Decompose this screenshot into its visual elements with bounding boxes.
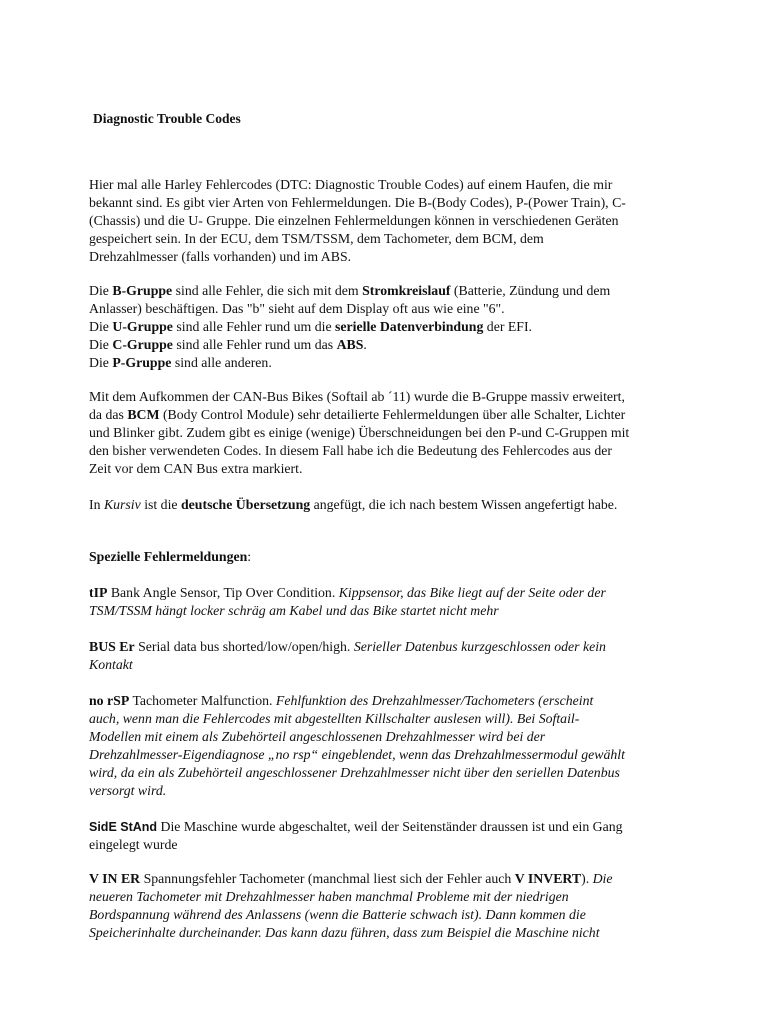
c-group-name: C-Gruppe bbox=[112, 337, 173, 352]
p-group-name: P-Gruppe bbox=[112, 355, 172, 370]
u-group-name: U-Gruppe bbox=[112, 319, 173, 334]
intro-line: bekannt sind. Es gibt vier Arten von Fehlermeldungen. Die B-(Body Codes), P-(Power Train), C- bbox=[89, 195, 626, 210]
code-label: V IN ER bbox=[89, 871, 141, 886]
kursiv-term: Kursiv bbox=[103, 497, 141, 512]
code-entry-bus-er: BUS Er Serial data bus shorted/low/open/high. Serieller Datenbus kurzgeschlossen oder kein Kontakt bbox=[89, 639, 606, 672]
canbus-paragraph bbox=[89, 388, 679, 478]
intro-line: (Chassis) und die U- Gruppe. Die einzelnen Fehlermeldungen können in verschiedenen Geräten bbox=[89, 213, 619, 228]
intro-paragraph bbox=[89, 176, 679, 266]
u-group-line: Die U-Gruppe sind alle Fehler rund um die serielle Datenverbindung der EFI. bbox=[89, 319, 533, 334]
canbus-line: Zeit vor dem CAN Bus extra markiert. bbox=[89, 461, 303, 476]
code-label: SidE StAnd bbox=[89, 820, 158, 834]
canbus-line: da das BCM (Body Control Module) sehr detailierte Fehlermeldungen über alle Schalter, Lichter bbox=[89, 407, 626, 422]
code-entry-v-in-er: V IN ER Spannungsfehler Tachometer (manchmal liest sich der Fehler auch V INVERT). Die neueren Tachometer mit Drehzahlmesser haben manchmal Probleme mit der niedrigen Bordspannung während des Anlassens (wenn die Batterie schwach ist). Dann kommen die Speicherinhalte durcheinander. Das kann dazu führen, dass zum Beispiel die Maschine nicht bbox=[89, 871, 613, 940]
canbus-line: Mit dem Aufkommen der CAN-Bus Bikes (Softail ab ´11) wurde die B-Gruppe massiv erweitert, bbox=[89, 389, 625, 404]
abs-term: ABS bbox=[336, 337, 364, 352]
special-heading: Spezielle Fehlermeldungen: bbox=[89, 549, 252, 564]
v-invert-term: V INVERT bbox=[514, 871, 582, 886]
code-entry-tip: tIP Bank Angle Sensor, Tip Over Condition. Kippsensor, das Bike liegt auf der Seite oder der TSM/TSSM hängt locker schräg am Kabel und das Bike startet nicht mehr bbox=[89, 585, 606, 618]
groups-paragraph bbox=[89, 282, 679, 372]
b-group-line: Die B-Gruppe sind alle Fehler, die sich mit dem Stromkreislauf (Batterie, Zündung und dem bbox=[89, 283, 611, 298]
code-label: no rSP bbox=[89, 693, 130, 708]
code-entry-side-stand: SidE StAnd Die Maschine wurde abgeschaltet, weil der Seitenständer draussen ist und ein Gang eingelegt wurde bbox=[89, 819, 623, 852]
code-label: tIP bbox=[89, 585, 108, 600]
serielle-datenverbindung-term: serielle Datenverbindung bbox=[335, 319, 484, 334]
intro-line: Drehzahlmesser (falls vorhanden) und im ABS. bbox=[89, 249, 352, 264]
b-group-line-2: Anlasser) beschäftigen. Das "b" sieht auf dem Display oft aus wie eine "6". bbox=[89, 301, 505, 316]
p-group-line: Die P-Gruppe sind alle anderen. bbox=[89, 355, 272, 370]
code-entry-no-rsp: no rSP Tachometer Malfunction. Fehlfunktion des Drehzahlmesser/Tachometers (erscheint auch, wenn man die Fehlercodes mit abgestellten Killschalter auslesen will). Bei Softail- Modellen mit einem als Zubehörteil angeschlossenen Drehzahlmesser wird bei der Drehzahlmesser-Eigendiagnose „no rsp“ eingeblendet, wenn das Drehzahlmessermodul gewählt wird, da ein als Zubehörteil angeschlossener Drehzahlmesser nicht über den seriellen Datenbus versorgt wird. bbox=[89, 693, 625, 798]
special-heading-text: Spezielle Fehlermeldungen bbox=[89, 549, 248, 564]
b-group-name: B-Gruppe bbox=[112, 283, 173, 298]
stromkreislauf-term: Stromkreislauf bbox=[362, 283, 451, 298]
canbus-line: den bisher verwendeten Codes. In diesem Fall habe ich die Bedeutung des Fehlercodes aus der bbox=[89, 443, 612, 458]
kursiv-note: In Kursiv ist die deutsche Übersetzung angefügt, die ich nach bestem Wissen angefertigt habe. bbox=[89, 497, 618, 512]
code-label: BUS Er bbox=[89, 639, 135, 654]
c-group-line: Die C-Gruppe sind alle Fehler rund um das ABS. bbox=[89, 337, 367, 352]
canbus-line: und Blinker gibt. Zudem gibt es einige (wenige) Überschneidungen bei den P-und C-Gruppen mit bbox=[89, 425, 630, 440]
deutsche-uebersetzung-term: deutsche Übersetzung bbox=[181, 497, 311, 512]
bcm-term: BCM bbox=[127, 407, 160, 422]
intro-line: Hier mal alle Harley Fehlercodes (DTC: Diagnostic Trouble Codes) auf einem Haufen, die mir bbox=[89, 177, 613, 192]
intro-line: gespeichert sein. In der ECU, dem TSM/TSSM, dem Tachometer, dem BCM, dem bbox=[89, 231, 544, 246]
document-title: Diagnostic Trouble Codes bbox=[93, 111, 241, 126]
